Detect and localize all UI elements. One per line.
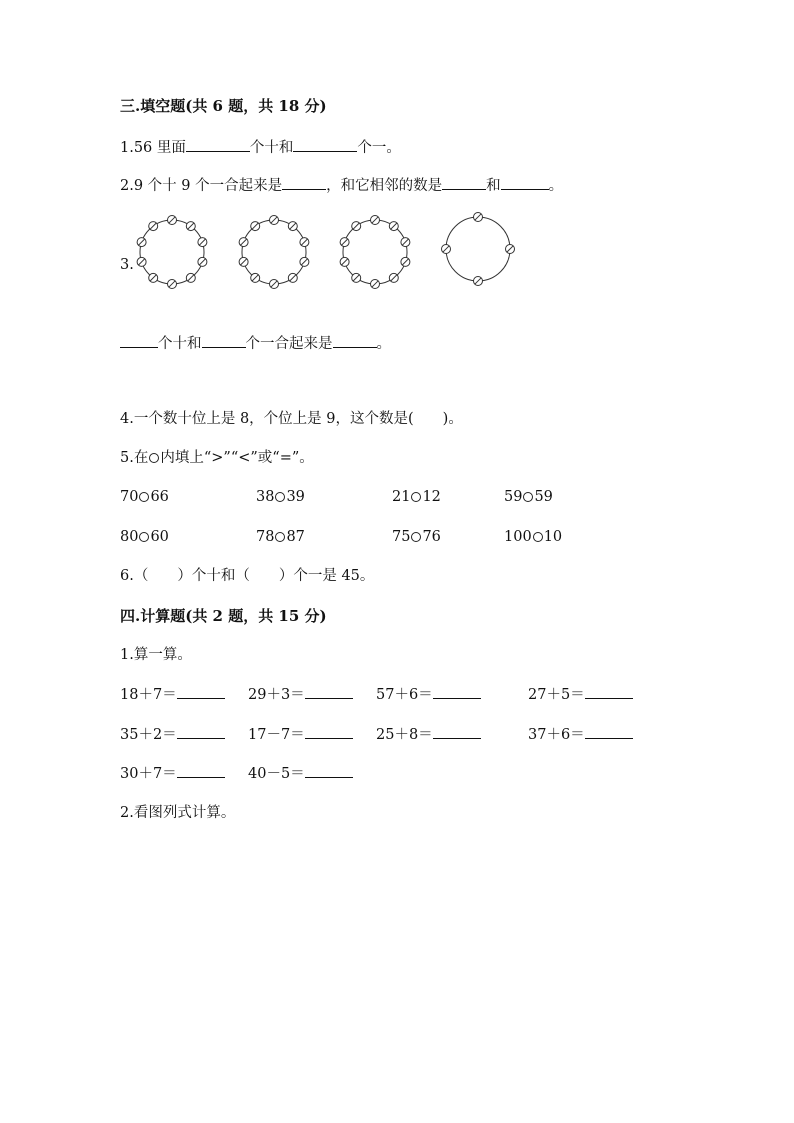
compare-left: 21 bbox=[392, 489, 411, 505]
compare-left: 75 bbox=[392, 529, 411, 545]
compare-circle-icon[interactable] bbox=[139, 492, 149, 502]
picture-calc-label: 2.看图列式计算。 bbox=[120, 805, 236, 821]
comparison-item bbox=[504, 487, 553, 507]
q1-blank-ones[interactable] bbox=[293, 137, 357, 152]
comparison-item bbox=[256, 527, 305, 547]
calc-answer-blank[interactable] bbox=[433, 724, 481, 739]
compare-right: 76 bbox=[422, 529, 441, 545]
q3-blank-tens[interactable] bbox=[120, 333, 158, 348]
calc-item bbox=[248, 724, 353, 745]
calc-item bbox=[528, 724, 633, 745]
calc-expression: 17－7＝ bbox=[248, 727, 305, 743]
comparison-item bbox=[256, 487, 305, 507]
question-3-answer-line bbox=[120, 333, 391, 354]
question-5 bbox=[120, 448, 314, 468]
q2-suffix: 。 bbox=[548, 178, 564, 194]
question-1 bbox=[120, 137, 401, 158]
q3-part2: 个一合起来是 bbox=[245, 336, 333, 352]
compare-circle-icon[interactable] bbox=[275, 492, 285, 502]
calc-expression: 25＋8＝ bbox=[376, 727, 433, 743]
beads-ring-3 bbox=[340, 216, 410, 289]
compare-circle-icon[interactable] bbox=[139, 532, 149, 542]
calc-answer-blank[interactable] bbox=[305, 684, 353, 699]
q3-blank-total[interactable] bbox=[333, 333, 377, 348]
beads-ring-4 bbox=[442, 213, 515, 286]
calc-item bbox=[120, 684, 225, 705]
calc-item bbox=[528, 684, 633, 705]
q3-number: 3. bbox=[120, 257, 134, 273]
q5-suffix: 内填上“>”“<”或“=”。 bbox=[160, 450, 314, 466]
q2-blank-neighbor-2[interactable] bbox=[501, 175, 549, 190]
compare-left: 78 bbox=[256, 529, 275, 545]
q2-mid2: 和 bbox=[486, 178, 501, 194]
compare-left: 70 bbox=[120, 489, 139, 505]
calc-item bbox=[376, 684, 481, 705]
beads-ring-1 bbox=[137, 216, 207, 289]
compare-right: 66 bbox=[150, 489, 169, 505]
circle-icon bbox=[149, 453, 159, 463]
compare-right: 59 bbox=[534, 489, 553, 505]
compare-circle-icon[interactable] bbox=[533, 532, 543, 542]
calc-expression: 29＋3＝ bbox=[248, 687, 305, 703]
q2-prefix: 2.9 个十 9 个一合起来是 bbox=[120, 178, 283, 194]
calc-label: 1.算一算。 bbox=[120, 647, 192, 663]
q3-suffix: 。 bbox=[376, 336, 391, 352]
compare-right: 87 bbox=[286, 529, 305, 545]
calc-expression: 37＋6＝ bbox=[528, 727, 585, 743]
question-4: 4.一个数十位上是 8，个位上是 9，这个数是( )。 bbox=[120, 411, 463, 427]
section-3-title: 三.填空题(共 6 题，共 18 分) bbox=[120, 97, 327, 115]
calc-item bbox=[120, 763, 225, 784]
bead-ring-1 bbox=[137, 216, 207, 289]
compare-circle-icon[interactable] bbox=[523, 492, 533, 502]
calc-item bbox=[376, 724, 481, 745]
calc-answer-blank[interactable] bbox=[585, 724, 633, 739]
q3-part1: 个十和 bbox=[158, 336, 202, 352]
compare-circle-icon[interactable] bbox=[411, 492, 421, 502]
comparison-item bbox=[392, 527, 441, 547]
bead-ring-4 bbox=[442, 213, 515, 286]
calc-answer-blank[interactable] bbox=[433, 684, 481, 699]
q1-blank-tens[interactable] bbox=[186, 137, 250, 152]
q5-prefix: 5.在 bbox=[120, 450, 149, 466]
q1-prefix: 1.56 里面 bbox=[120, 140, 186, 156]
calc-answer-blank[interactable] bbox=[177, 724, 225, 739]
compare-right: 12 bbox=[422, 489, 441, 505]
calc-expression: 27＋5＝ bbox=[528, 687, 585, 703]
question-2 bbox=[120, 175, 563, 196]
q3-blank-ones[interactable] bbox=[202, 333, 246, 348]
calc-item bbox=[248, 684, 353, 705]
q2-blank-number[interactable] bbox=[282, 175, 326, 190]
bead-ring-3 bbox=[340, 216, 410, 289]
q2-mid: ，和它相邻的数是 bbox=[326, 178, 443, 194]
compare-left: 38 bbox=[256, 489, 275, 505]
beads-ring-2 bbox=[239, 216, 309, 289]
compare-left: 80 bbox=[120, 529, 139, 545]
comparison-item bbox=[504, 527, 562, 547]
comparison-item bbox=[120, 487, 169, 507]
compare-left: 59 bbox=[504, 489, 523, 505]
calc-answer-blank[interactable] bbox=[305, 724, 353, 739]
q1-suffix: 个一。 bbox=[357, 140, 401, 156]
calc-expression: 18＋7＝ bbox=[120, 687, 177, 703]
calc-answer-blank[interactable] bbox=[305, 763, 353, 778]
section-4-title: 四.计算题(共 2 题，共 15 分) bbox=[120, 607, 327, 625]
calc-expression: 35＋2＝ bbox=[120, 727, 177, 743]
compare-left: 100 bbox=[504, 529, 532, 545]
compare-circle-icon[interactable] bbox=[275, 532, 285, 542]
compare-right: 60 bbox=[150, 529, 169, 545]
compare-right: 39 bbox=[286, 489, 305, 505]
q2-blank-neighbor-1[interactable] bbox=[442, 175, 486, 190]
calc-expression: 57＋6＝ bbox=[376, 687, 433, 703]
calc-answer-blank[interactable] bbox=[177, 684, 225, 699]
comparison-item bbox=[392, 487, 441, 507]
calc-item bbox=[120, 724, 225, 745]
compare-right: 10 bbox=[543, 529, 563, 545]
question-6: 6.（ ）个十和（ ）个一是 45。 bbox=[120, 568, 375, 584]
calc-answer-blank[interactable] bbox=[177, 763, 225, 778]
calc-item bbox=[248, 763, 353, 784]
calc-expression: 40－5＝ bbox=[248, 766, 305, 782]
bead-rings-figure bbox=[130, 212, 530, 294]
calc-answer-blank[interactable] bbox=[585, 684, 633, 699]
comparison-item bbox=[120, 527, 169, 547]
bead-ring-2 bbox=[239, 216, 309, 289]
q1-mid: 个十和 bbox=[249, 140, 294, 156]
calc-expression: 30＋7＝ bbox=[120, 766, 177, 782]
compare-circle-icon[interactable] bbox=[411, 532, 421, 542]
